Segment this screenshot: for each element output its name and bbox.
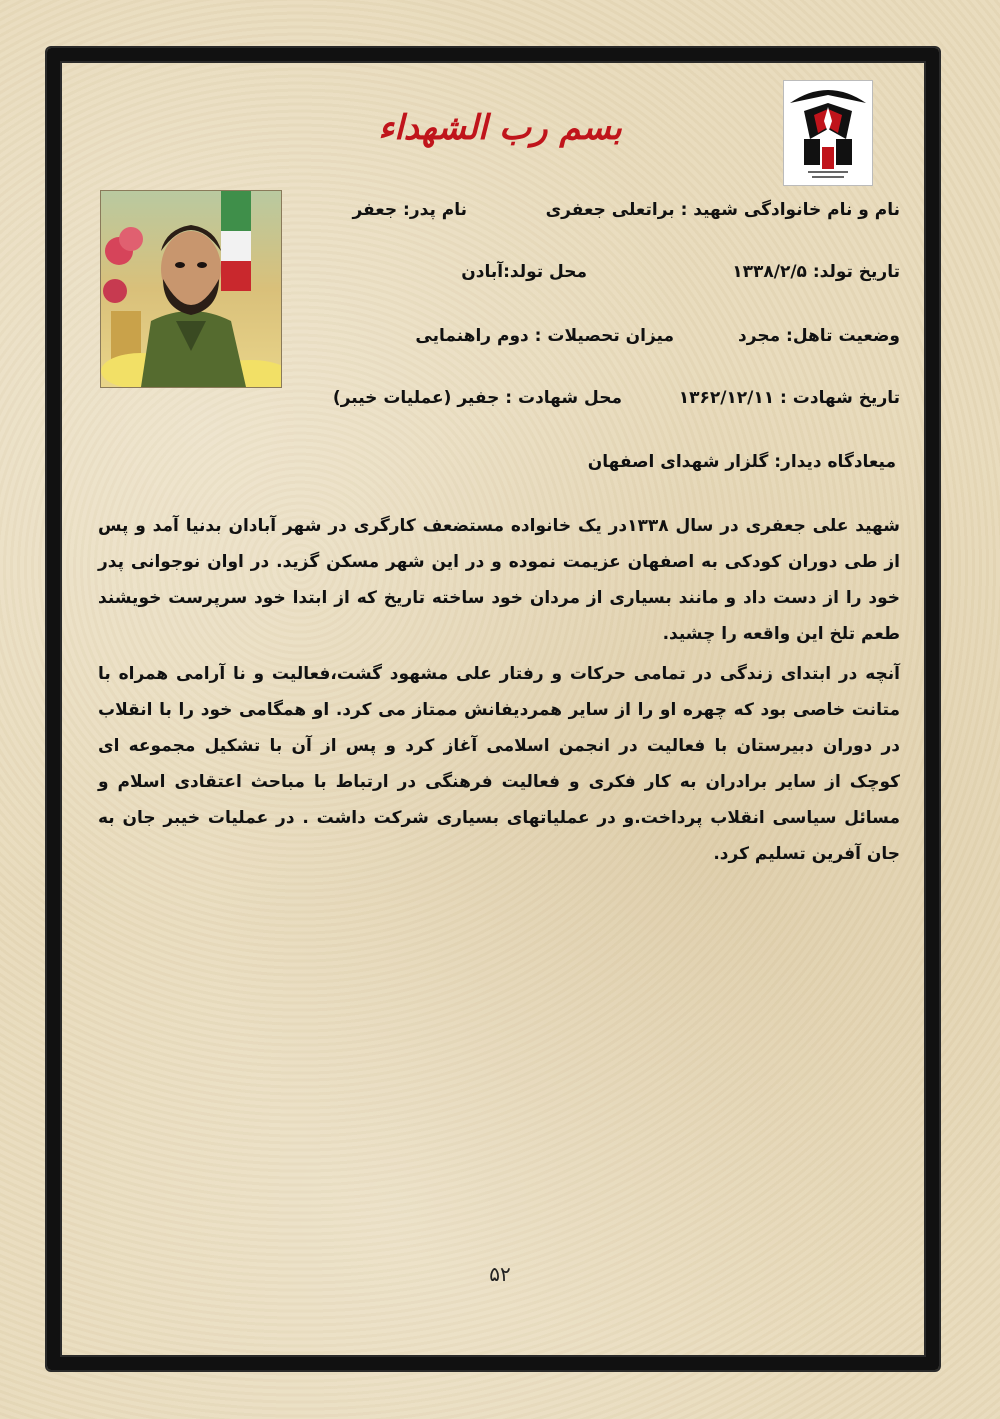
father-name: نام پدر: جعفر [352,200,467,220]
martyrdom-place: محل شهادت : جفیر (عملیات خیبر) [332,388,622,408]
foundation-logo [783,80,873,186]
marital-status: وضعیت تاهل: مجرد [738,326,900,346]
martyrdom-date: تاریخ شهادت : ۱۳۶۲/۱۲/۱۱ [678,388,900,408]
birth-date: تاریخ تولد: ۱۳۳۸/۲/۵ [732,262,900,282]
page-number: ۵۲ [489,1262,511,1286]
page-title: بسم رب الشهداء [378,108,622,148]
biography-paragraph-2: آنچه در ابتدای زندگی در تمامی حرکات و رفتار علی مشهود گشت،فعالیت و نا آرامی همراه با متانت خاصی بود که چهره او را از سایر همردیفانش ممتاز می کرد. او همگامی خود را با انقلاب در دوران دبیرستان با فعالیت در انجمن اسلامی آغاز کرد و پس از آن با تشکیل مجموعه ای کوچک از سایر برادران به کار فکری و فعالیت فرهنگی در ارتباط با مباحث اعتقادی اسلام و مسائل سیاسی انقلاب پرداخت.و در عملیاتهای بسیاری شرکت داشت . در عملیات خیبر جان به جان آفرین تسلیم کرد. [98,664,900,864]
birth-place: محل تولد:آبادن [461,262,587,282]
martyr-photo [100,190,282,388]
burial-place: میعادگاه دیدار: گلزار شهدای اصفهان [587,452,896,472]
education-level: میزان تحصیلات : دوم راهنمایی [415,326,674,346]
biography-paragraph-1: شهید علی جعفری در سال ۱۳۳۸در یک خانواده مستضعف کارگری در شهر آبادان بدنیا آمد و پس از طی دوران کودکی به اصفهان عزیمت نموده و در این شهر مسکن گزید. در اوان نوجوانی پدر خود را از دست داد و مانند بسیاری از مردان خود ساخته تاریخ که از ابتدا خود سرپرست خویشند طعم تلخ این واقعه را چشید. [98,516,900,644]
martyr-name: نام و نام خانوادگی شهید : براتعلی جعفری [545,200,900,220]
